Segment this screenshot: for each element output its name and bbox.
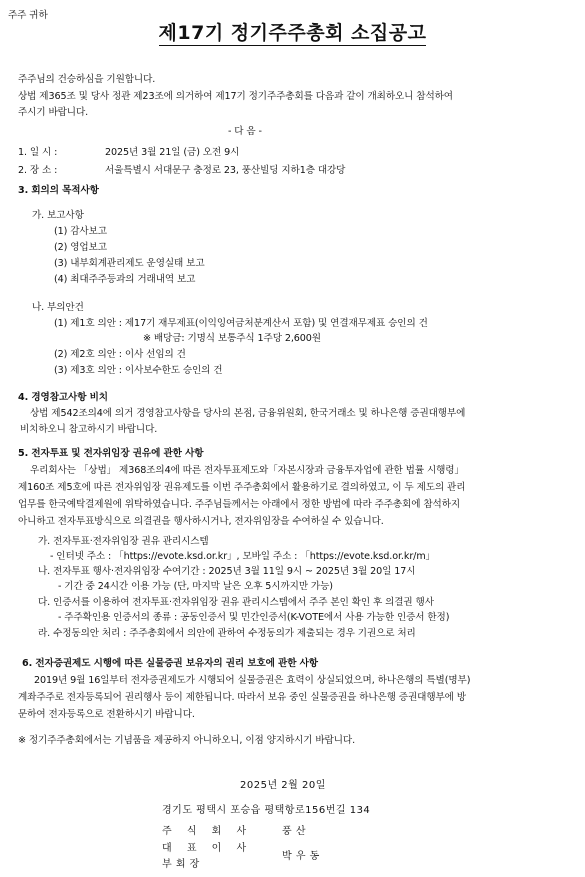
agenda-heading: 3. 회의의 목적사항: [18, 185, 99, 196]
report-item: (2) 영업보고: [54, 242, 107, 253]
certificate-types: - 주주확인용 인증서의 종류 : 공동인증서 및 민간인증서(K-VOTE에서 사용 가능한 인증서 한정): [58, 612, 450, 623]
souvenir-note: ※ 정기주주총회에서는 기념품을 제공하지 아니하오니, 이점 양지하시기 바랍니다.: [18, 735, 356, 746]
section-5-line: 업무를 한국예탁결제원에 위탁하였습니다. 주주님들께서는 아래에서 정한 방법에 따라 주주총회에 참석하지: [18, 499, 461, 510]
intro-line-2: 주시기 바랍니다.: [18, 107, 89, 118]
certificate-usage: 다. 인증서를 이용하여 전자투표·전자위임장 권유 관리시스템에서 주주 본인 확인 후 의결권 행사: [38, 597, 434, 608]
evote-urls: - 인터넷 주소 : 「https://evote.ksd.or.kr」, 모바일 주소 : 「https://evote.ksd.or.kr/m」: [50, 551, 436, 562]
section-6-line: 2019년 9월 16일부터 전자증권제도가 시행되어 실물증권은 효력이 상실되었으며, 하나은행의 특별(명부): [34, 675, 471, 686]
report-item: (3) 내부회계관리제도 운영실태 보고: [54, 258, 205, 269]
report-item: (4) 최대주주등과의 거래내역 보고: [54, 274, 196, 285]
report-item: (1) 감사보고: [54, 226, 107, 237]
place-value: 서울특별시 서대문구 충정로 23, 풍산빌딩 지하1층 대강당: [105, 165, 346, 176]
section-5-line: 아니하고 전자투표방식으로 의결권을 행사하시거나, 전자위임장을 수여하실 수 있습니다.: [18, 516, 384, 527]
resolution-heading: 나. 부의안건: [32, 302, 84, 313]
section-4-line-1: 상법 제542조의4에 의거 경영참고사항을 당사의 본점, 금융위원회, 한국거래소 및 하나은행 증권대행부에: [30, 408, 466, 419]
dividend-note: ※ 배당금: 기명식 보통주식 1주당 2,600원: [143, 333, 321, 344]
section-6-line: 문하여 전자등록으로 전환하시기 바랍니다.: [18, 709, 195, 720]
intro-line-1: 상법 제365조 및 당사 정관 제23조에 의거하여 제17기 정기주주총회를 다음과 같이 개최하오니 참석하여: [18, 91, 453, 102]
company-label: 주 식 회 사: [162, 826, 253, 837]
representative-title-2: 부 회 장: [162, 859, 200, 870]
resolution-item: (3) 제3호 의안 : 이사보수한도 승인의 건: [54, 365, 223, 376]
section-5-line: 제160조 제5호에 따른 전자위임장 권유제도를 이번 주주총회에서 활용하기로 결의하였고, 이 두 제도의 관리: [18, 482, 466, 493]
section-5-heading: 5. 전자투표 및 전자위임장 권유에 관한 사항: [18, 448, 204, 459]
representative-name: 박 우 동: [282, 851, 320, 862]
evote-period: 나. 전자투표 행사·전자위임장 수여기간 : 2025년 3월 11일 9시 ~ 2025년 3월 20일 17시: [38, 566, 416, 577]
amendment-handling: 라. 수정동의안 처리 : 주주총회에서 의안에 관하여 수정동의가 제출되는 경우 기권으로 처리: [38, 628, 416, 639]
da-eum-divider: - 다 음 -: [228, 126, 262, 137]
title-text: 제17기 정기주주총회 소집공고: [158, 22, 427, 44]
report-heading: 가. 보고사항: [32, 210, 84, 221]
issue-date: 2025년 2월 20일: [240, 780, 326, 791]
evote-system-heading: 가. 전자투표·전자위임장 권유 관리시스템: [38, 536, 209, 547]
recipient-label: 주주 귀하: [8, 10, 48, 21]
company-name: 풍 산: [282, 826, 306, 837]
resolution-item: (1) 제1호 의안 : 제17기 재무제표(이익잉여금처분계산서 포함) 및 연결재무제표 승인의 건: [54, 318, 428, 329]
section-6-line: 계좌주주로 전자등록되어 권리행사 등이 제한됩니다. 따라서 보유 중인 실물증권을 하나은행 증권대행부에 방: [18, 692, 466, 703]
section-6-heading: 6. 전자증권제도 시행에 따른 실물증권 보유자의 권리 보호에 관한 사항: [22, 658, 318, 669]
greeting: 주주님의 건승하심을 기원합니다.: [18, 74, 156, 85]
company-address: 경기도 평택시 포승읍 평택항로156번길 134: [162, 805, 371, 816]
evote-hours: - 기간 중 24시간 이용 가능 (단, 마지막 날은 오후 5시까지만 가능): [58, 581, 333, 592]
section-5-line: 우리회사는 「상법」 제368조의4에 따른 전자투표제도와「자본시장과 금융투자업에 관한 법률 시행령」: [30, 465, 464, 476]
place-label: 2. 장 소 :: [18, 165, 58, 176]
section-4-line-2: 비치하오니 참고하시기 바랍니다.: [20, 424, 158, 435]
resolution-item: (2) 제2호 의안 : 이사 선임의 건: [54, 349, 186, 360]
date-label: 1. 일 시 :: [18, 147, 58, 158]
date-value: 2025년 3월 21일 (금) 오전 9시: [105, 147, 240, 158]
section-4-heading: 4. 경영참고사항 비치: [18, 392, 108, 403]
representative-title: 대 표 이 사: [162, 843, 253, 854]
page-title: [0, 18, 585, 45]
